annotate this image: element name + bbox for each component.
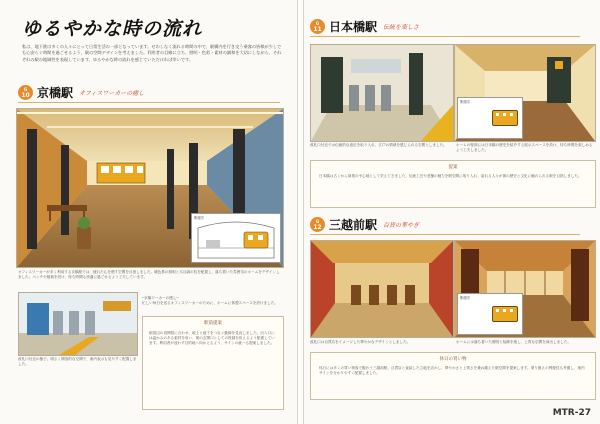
page-title: ゆるやかな時の流れ <box>22 18 203 40</box>
station-number-badge: G 10 <box>18 85 33 100</box>
side-note-text: 忙しい毎日を送るオフィスワーカーのために、ホームに休憩スペースを設けました。 <box>142 301 278 306</box>
station-number-badge: G 12 <box>310 217 325 232</box>
heading-rule <box>310 234 580 235</box>
nihombashi-caption-left: 改札口付近では伝統的な意匠を取り入れ、江戸の情緒を感じられる空間としました。 <box>310 143 447 147</box>
proposal-box-title: 駅前提案 <box>204 321 222 326</box>
main-caption: オフィスワーカーが多く利用する京橋駅では、疲れた心を癒す空間を目指しました。暖色系の照明と木目調の柱を配置し、落ち着いた雰囲気のホームをデザインしました。ベンチや植栽を設け、待ち時間も快適に過ごせるよう工夫しています。 <box>18 270 280 280</box>
station-name: 日本橋駅 <box>329 20 378 34</box>
proposal-box-title: 提案 <box>448 165 458 170</box>
mitsukoshimae-platform-illustration <box>454 240 596 338</box>
page-number: MTR-27 <box>552 408 591 418</box>
gate-illustration <box>18 292 138 356</box>
proposal-box-title: 休日の買い物 <box>439 357 467 362</box>
mitsukoshimae-proposal-box <box>310 352 596 400</box>
left-page <box>0 0 298 424</box>
side-note <box>142 296 282 306</box>
cross-section-inset: 断面図 <box>457 97 523 139</box>
train-icon <box>492 306 518 322</box>
proposal-box-text: 休日には多くの買い物客で賑わう三越前駅。百貨店と直結した立地を活かし、華やかさと上質さを兼ね備えた駅空間を提案します。乗り換えの利便性も考慮し、案内サインを分かりやすく配置しました。 <box>319 366 585 376</box>
proposal-box-text: 駅周辺の再開発に合わせ、地上と地下をつなぐ動線を見直しました。出入口には温かみのある素材を用い、街の玄関口としての役割を担えるよう配慮しています。利用者が迷わず目的地へ向かえるよう、サインの統一も提案しました。 <box>149 331 275 346</box>
cross-section-drawing <box>192 214 280 262</box>
train-icon <box>492 110 518 126</box>
nihombashi-proposal-box <box>310 160 596 208</box>
heading-rule <box>310 36 580 37</box>
station-number-badge: G 11 <box>310 19 325 34</box>
station-theme: オフィスワーカーの癒し <box>79 90 145 97</box>
intro-text: 私は、地下鉄は多くの人々にとって日常生活の一部となっています。せわしなく流れる時間の中で、駅構内を行き交う乗客の皆様が少しでも心安らぐ時間を過ごせるよう、駅の空間デザインを考えました。利用者の目線に立ち、照明・色彩・素材の調和を大切にしながら、それぞれの駅の地域性を表現しています。ゆるやかな時の流れを感じていただければ幸いです。 <box>22 44 282 62</box>
cross-section-inset: 断面図 <box>457 293 523 335</box>
cross-section-inset: 断面図 <box>191 213 281 263</box>
nihombashi-gate-drawing <box>311 45 453 141</box>
proposal-box <box>142 316 284 410</box>
station-name: 京橋駅 <box>37 86 74 100</box>
station-theme: 伝統を楽しさ <box>383 24 420 31</box>
side-note-title: ─京橋ワーカーの癒し─ <box>142 296 179 300</box>
station-heading-kyobashi <box>18 84 144 101</box>
nihombashi-caption-right: ホームの壁面には日本橋の歴史を紹介する展示スペースを設け、待ち時間を楽しめるよう工夫しました。 <box>456 143 593 153</box>
gate-drawing <box>19 293 137 355</box>
station-heading-nihombashi <box>310 18 419 35</box>
station-theme: 百貨の華やぎ <box>383 222 420 229</box>
mitsukoshimae-gate-illustration <box>310 240 454 338</box>
heading-rule <box>18 102 280 103</box>
nihombashi-gate-illustration <box>310 44 454 142</box>
station-heading-mitsukoshimae <box>310 216 419 233</box>
small-caption: 改札口付近の様子。明るく開放的な空間で、案内表示も見やすく配置しました。 <box>18 357 137 367</box>
right-page <box>303 0 600 424</box>
nihombashi-platform-illustration <box>454 44 596 142</box>
mitsukoshimae-gate-drawing <box>311 241 453 337</box>
station-name: 三越前駅 <box>329 218 378 232</box>
mitsukoshimae-caption-left: 改札口は百貨店をイメージした華やかなデザインとしました。 <box>310 340 411 344</box>
mitsukoshimae-caption-right: ホームには落ち着いた照明と装飾を施し、上質な空間を演出しました。 <box>456 340 571 344</box>
proposal-box-text: 日本橋は古くから商業の中心地として栄えてきました。伝統工芸や老舗の魅力を駅空間に取り入れ、訪れる人々が街の歴史と文化に触れられる駅を目指しました。 <box>319 174 582 178</box>
platform-illustration <box>16 108 284 268</box>
